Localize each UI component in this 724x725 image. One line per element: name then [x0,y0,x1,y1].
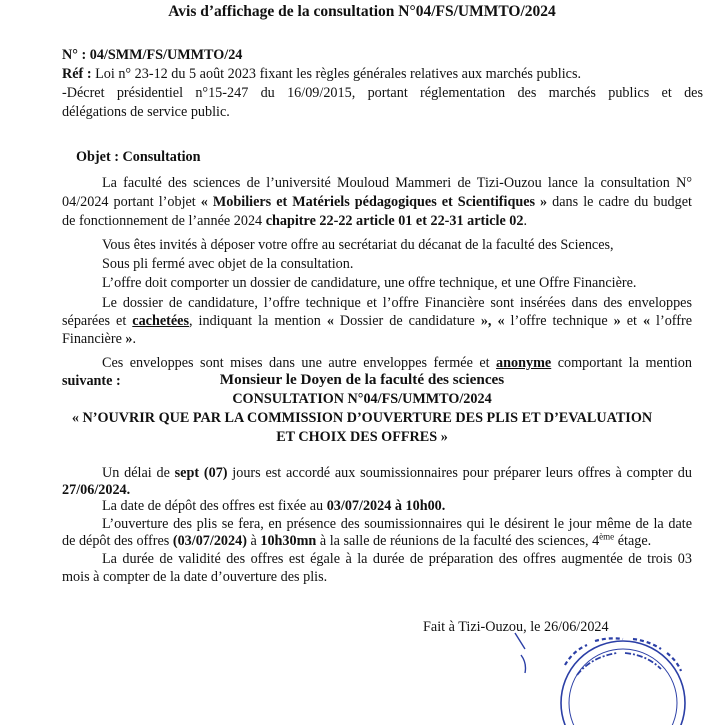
addressee-heading: Monsieur le Doyen de la faculté des sciences [219,371,505,388]
para2-line1: Vous êtes invités à déposer votre offre au secrétariat du décanat de la faculté des Sciences, [102,237,614,253]
object-label: Objet : Consultation [76,149,201,165]
commission-heading-line1: « N’OUVRIR QUE PAR LA COMMISSION D’OUVERTURE DES PLIS ET D’EVALUATION [71,410,653,426]
para6-line3: de dépôt des offres (03/07/2024) à 10h30mn à la salle de réunions de la faculté des sciences, 4ème étage. [62,531,652,549]
decree-line-1: -Décret présidentiel n°15-247 du 16/09/2015, portant réglementation des marchés publics et des [62,85,703,101]
para3-line2: séparées et cachetées, indiquant la mention « Dossier de candidature », « l’offre technique » et « l’offre [62,313,692,329]
para4-line1: Ces enveloppes sont mises dans une autre enveloppes fermée et anonyme comportant la mention [102,355,692,371]
commission-heading-line2: ET CHOIX DES OFFRES » [276,429,448,445]
para5-line2: 27/06/2024. [62,482,131,498]
official-stamp [505,625,720,725]
para6-line5: mois à compter de la date d’ouverture des plis. [62,569,328,585]
para1-line2: 04/2024 portant l’objet « Mobiliers et Matériels pédagogiques et Scientifiques » dans le cadre du budget [62,194,692,210]
para1-line3: de fonctionnement de l’année 2024 chapitre 22-22 article 01 et 22-31 article 02. [62,213,528,229]
para2-line2: Sous pli fermé avec objet de la consultation. [102,256,354,272]
para3-line3: Financière ». [62,331,137,347]
para5-line1: Un délai de sept (07) jours est accordé aux soumissionnaires pour préparer leurs offres à compter du [102,465,692,481]
para3-line1: Le dossier de candidature, l’offre technique et l’offre Financière sont insérées dans des enveloppes [102,295,692,311]
consultation-heading: CONSULTATION N°04/FS/UMMTO/2024 [232,391,492,407]
para6-line1: La date de dépôt des offres est fixée au 03/07/2024 à 10h00. [102,498,446,514]
reference-number: N° : 04/SMM/FS/UMMTO/24 [62,47,243,63]
para6-line4: La durée de validité des offres est égale à la durée de préparation des offres augmentée de trois 03 [102,551,692,567]
signature-line: Fait à Tizi-Ouzou, le 26/06/2024 [423,619,609,635]
reference-line: Réf : Loi n° 23-12 du 5 août 2023 fixant les règles générales relatives aux marchés publics. [62,66,582,82]
para2-line3: L’offre doit comporter un dossier de candidature, une offre technique, et une Offre Financière. [102,275,637,291]
decree-line-2: délégations de service public. [62,104,230,120]
para6-line2: L’ouverture des plis se fera, en présence des soumissionnaires qui le désirent le jour même de la date [102,516,692,532]
para4-line2: suivante : [62,373,121,389]
document-title: Avis d’affichage de la consultation N°04/FS/UMMTO/2024 [168,3,556,20]
para1-line1: La faculté des sciences de l’université Mouloud Mammeri de Tizi-Ouzou lance la consultation N° [102,175,692,191]
